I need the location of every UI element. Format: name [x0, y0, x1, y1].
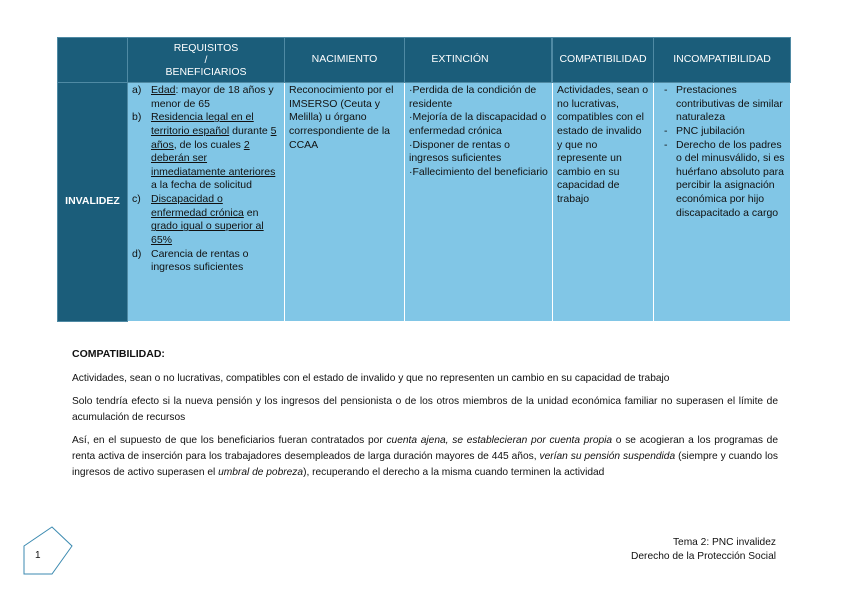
requirement-term: 5 años: [151, 124, 277, 151]
cell-nacimiento: Reconocimiento por el IMSERSO (Ceuta y Melilla) u órgano correspondiente de la CCAA: [285, 83, 405, 322]
requirement-term: Residencia legal en el territorio español: [151, 111, 254, 137]
requirement-term: Discapacidad o enfermedad crónica: [151, 193, 244, 219]
emphasis-text: verían su pensión suspendida: [539, 451, 676, 462]
header-requisitos: [128, 38, 285, 83]
requirement-text: durante: [229, 124, 271, 137]
row-label-invalidez: INVALIDEZ: [58, 83, 128, 322]
requirement-text: , de los cuales: [173, 138, 244, 151]
footer-course: Derecho de la Protección Social: [631, 551, 776, 562]
list-marker: c): [132, 193, 141, 206]
footer-topic: Tema 2: PNC invalidez: [672, 537, 776, 548]
list-item: [132, 248, 280, 275]
list-item: [658, 139, 786, 221]
list-item: ·Fallecimiento del beneficiario: [409, 165, 548, 178]
emphasis-text: cuenta ajena, se establecieran por cuenta propia: [386, 435, 613, 446]
header-extincion: [405, 38, 553, 83]
paragraph: [72, 433, 778, 481]
list-item: ·Mejoría de la discapacidad o enfermedad crónica: [409, 111, 547, 137]
list-item: [132, 84, 280, 111]
requirement-text: Carencia de rentas o ingresos suficientes: [151, 247, 249, 274]
table-row: [58, 83, 791, 322]
cell-requisitos: [128, 83, 285, 322]
requirement-text: en: [243, 206, 259, 219]
list-marker: -: [664, 124, 668, 137]
cell-incompatibilidad: [654, 83, 791, 322]
list-marker: a): [132, 84, 142, 96]
requirement-term: grado igual o superior al 65%: [151, 220, 264, 247]
header-compatibilidad: COMPATIBILIDAD: [553, 38, 654, 83]
page-footer: [631, 536, 776, 564]
requirement-text: : mayor de 18 años y menor de 65: [151, 84, 274, 110]
list-item-text: PNC jubilación: [676, 124, 745, 137]
paragraph: Solo tendría efecto si la nueva pensión y los ingresos del pensionista o de los otros miembros de la unidad económica familiar no superasen el límite de acumulación de recursos: [72, 396, 778, 423]
paragraph: Actividades, sean o no lucrativas, compatibles con el estado de invalido y que no representen un cambio en su capacidad de trabajo: [72, 373, 670, 384]
cell-extincion: [405, 83, 553, 322]
list-item-text: Derecho de los padres o del minusválido, si es huérfano absoluto para percibir la asignación económica por hijo discapacitado a cargo: [676, 138, 785, 219]
benefits-table: [57, 37, 791, 322]
header-nacimiento: NACIMIENTO: [285, 38, 405, 83]
header-incompatibilidad: INCOMPATIBILIDAD: [654, 38, 791, 83]
page-number: 1: [35, 550, 41, 561]
cell-compatibilidad: Actividades, sean o no lucrativas, compatibles con el estado de invalido y que no represente un cambio en su capacidad de trabajo: [553, 83, 654, 322]
requirement-term: 2 deberán ser inmediatamente anteriores: [151, 138, 276, 178]
list-marker: d): [132, 247, 142, 260]
header-requisitos-line1: REQUISITOS: [173, 41, 239, 54]
paragraph-text: (siempre y cuando los ingresos de activo superasen el: [72, 451, 778, 478]
list-item: ·Disponer de rentas o ingresos suficientes: [409, 138, 510, 165]
header-extincion-label: EXTINCIÓN: [431, 53, 489, 66]
requirement-term: Edad: [151, 84, 176, 96]
page-number-badge-icon: [22, 524, 74, 576]
paragraph-text: o se acogieran a los programas de renta activa de inserción para los trabajadores desempleados de larga duración mayores de 445 años,: [72, 435, 778, 462]
list-marker: b): [132, 111, 142, 124]
list-marker: -: [664, 138, 668, 151]
list-item: [658, 84, 786, 125]
paragraph-text: ), recuperando el derecho a la misma cuando terminen la actividad: [303, 467, 605, 478]
paragraph-text: Así, en el supuesto de que los beneficiarios fueran contratados por: [72, 435, 387, 446]
header-requisitos-line3: BENEFICIARIOS: [165, 66, 247, 79]
body-section: [72, 346, 778, 488]
header-requisitos-line2: /: [204, 53, 208, 66]
requirement-text: a la fecha de solicitud: [151, 179, 252, 192]
list-item: [658, 125, 786, 139]
list-item: [132, 193, 280, 248]
list-item: [132, 111, 280, 193]
header-extincion-divider: [515, 38, 552, 82]
list-item: ·Perdida de la condición de residente: [409, 84, 537, 110]
table-header-row: [58, 38, 791, 83]
emphasis-text: umbral de pobreza: [218, 467, 304, 478]
section-heading: COMPATIBILIDAD:: [72, 348, 165, 360]
list-item-text: Prestaciones contributivas de similar naturaleza: [676, 84, 783, 124]
list-marker: -: [664, 84, 668, 96]
header-corner: [58, 38, 128, 83]
